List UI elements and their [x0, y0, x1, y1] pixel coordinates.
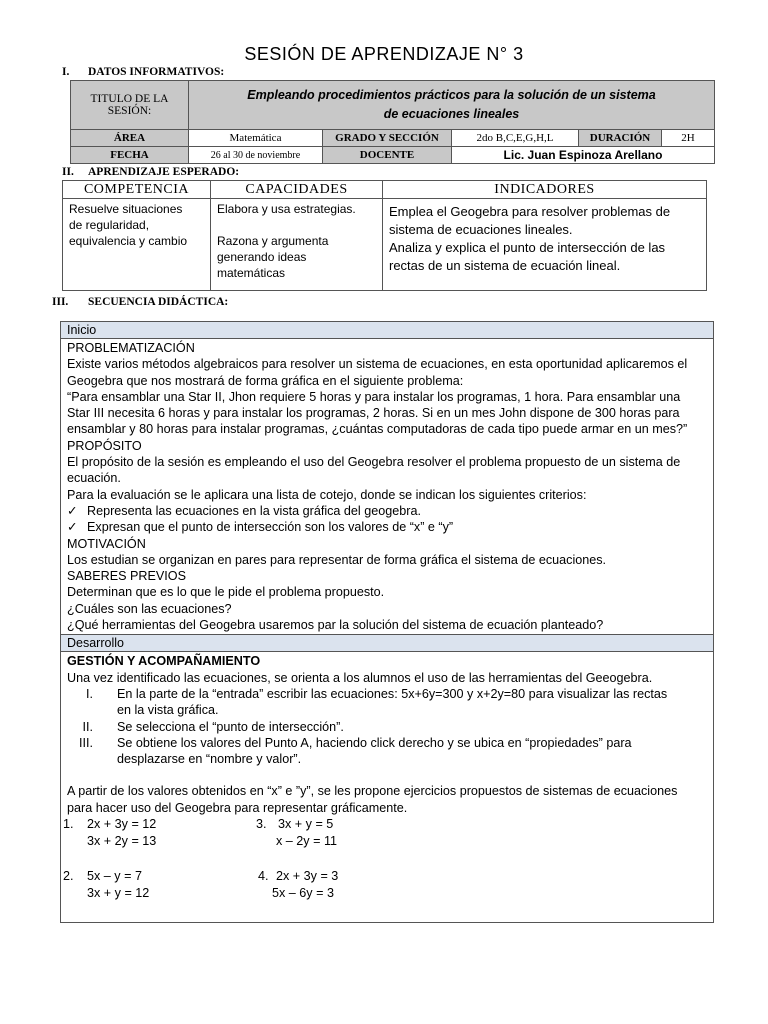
gestion-intro: Una vez identificado las ecuaciones, se orienta a los alumnos el uso de las herramientas del Geeogebra.	[67, 670, 653, 685]
problematizacion-line: “Para ensamblar una Star II, Jhon requiere 5 horas y para instalar los programas, 1 hora. Para ensamblar una	[67, 389, 681, 404]
section-2-number: II.	[62, 166, 74, 178]
titulo-line-1: Empleando procedimientos prácticos para la solución de un sistema	[247, 88, 656, 102]
ejercicio-number: 1.	[63, 817, 74, 832]
indicador-line-4: rectas de un sistema de ecuación lineal.	[389, 258, 621, 273]
ejercicio-eq: 3x + y = 5	[278, 817, 334, 832]
indicadores-cell	[383, 199, 707, 291]
desarrollo-bar: Desarrollo	[61, 634, 713, 652]
step-number: III.	[79, 735, 93, 750]
section-1-number: I.	[62, 66, 70, 78]
area-value: Matemática	[189, 130, 323, 147]
proposito-line: Para la evaluación se le aplicara una lista de cotejo, donde se indican los siguientes criterios:	[67, 487, 587, 502]
header-capacidades: CAPACIDADES	[211, 181, 383, 199]
proposito-line: ecuación.	[67, 471, 121, 486]
capacidad-1: Elabora y usa estrategias.	[217, 202, 356, 216]
saberes-line: Determinan que es lo que le pide el problema propuesto.	[67, 585, 385, 600]
criterio-text: Representa las ecuaciones en la vista gráfica del geogebra.	[87, 503, 421, 518]
saberes-line: ¿Cuáles son las ecuaciones?	[67, 601, 232, 616]
secuencia-box	[60, 321, 714, 923]
ejercicio-eq: x – 2y = 11	[276, 834, 338, 849]
page-title: SESIÓN DE APRENDIZAJE N° 3	[244, 44, 524, 64]
capacidad-2-line-2: generando ideas	[217, 250, 307, 264]
inicio-bar: Inicio	[61, 322, 713, 339]
step-number: I.	[86, 686, 93, 701]
area-label: ÁREA	[71, 130, 189, 147]
competencia-cell	[63, 199, 211, 291]
inicio-content	[61, 339, 713, 633]
indicador-line-1: Emplea el Geogebra para resolver problemas de	[389, 204, 671, 219]
step-item	[67, 686, 707, 719]
capacidades-cell	[211, 199, 383, 291]
problematizacion-line: ensamblar y 80 horas para instalar programas, ¿cuántas computadoras de cada tipo puede armar en un mes?”	[67, 422, 688, 437]
motivacion-heading: MOTIVACIÓN	[67, 536, 146, 551]
saberes-heading: SABERES PREVIOS	[67, 569, 186, 584]
proposito-heading: PROPÓSITO	[67, 438, 142, 453]
fecha-label: FECHA	[71, 147, 189, 164]
titulo-label: TITULO DE LA SESIÓN:	[71, 81, 189, 130]
checkmark-icon: ✓	[67, 520, 78, 535]
criterio-item	[67, 519, 707, 535]
grado-label: GRADO Y SECCIÓN	[323, 130, 452, 147]
problematizacion-heading: PROBLEMATIZACIÓN	[67, 341, 195, 355]
step-item	[67, 719, 707, 735]
section-1-label: DATOS INFORMATIVOS:	[88, 66, 225, 78]
competencia-line-1: Resuelve situaciones	[69, 202, 183, 216]
ejercicio-eq: 2x + 3y = 12	[87, 817, 157, 832]
section-2-label: APRENDIZAJE ESPERADO:	[88, 166, 240, 178]
propone-line: A partir de los valores obtenidos en “x” e ”y”, se les propone ejercicios propuestos de sistemas de ecuaciones	[67, 784, 678, 799]
fecha-value: 26 al 30 de noviembre	[189, 147, 323, 164]
gestion-heading: GESTIÓN Y ACOMPAÑAMIENTO	[67, 654, 261, 669]
capacidad-2-line-3: matemáticas	[217, 266, 286, 280]
competencia-line-2: de regularidad,	[69, 218, 150, 232]
aprendizaje-table	[62, 180, 707, 291]
info-table	[70, 80, 715, 164]
titulo-line-2: de ecuaciones lineales	[383, 107, 520, 121]
step-line: Se obtiene los valores del Punto A, haciendo click derecho y se ubica en “propiedades” para	[117, 735, 632, 750]
desarrollo-content	[61, 652, 713, 904]
duracion-label: DURACIÓN	[579, 130, 662, 147]
problematizacion-line: Geogebra que nos mostrará de forma gráfica en el siguiente problema:	[67, 373, 464, 388]
step-line: En la parte de la “entrada” escribir las ecuaciones: 5x+6y=300 y x+2y=80 para visualizar las rectas	[117, 686, 668, 701]
ejercicios-grid	[61, 816, 707, 904]
criterio-item	[67, 503, 707, 519]
ejercicio-eq: 3x + 2y = 13	[87, 834, 157, 849]
ejercicio-number: 3.	[256, 817, 267, 832]
problematizacion-line: Star III necesita 6 horas y para instalar los programas, 2 horas. Si en un mes John dispone de 300 horas para	[67, 406, 680, 421]
grado-value: 2do B,C,E,G,H,L	[452, 130, 579, 147]
indicador-line-2: sistema de ecuaciones lineales.	[389, 222, 573, 237]
header-indicadores: INDICADORES	[383, 181, 707, 199]
problematizacion-line: Existe varios métodos algebraicos para resolver un sistema de ecuaciones, en esta oportunidad aplicaremos el	[67, 357, 688, 372]
ejercicio-number: 2.	[63, 869, 74, 884]
capacidad-2-line-1: Razona y argumenta	[217, 234, 329, 248]
step-line: en la vista gráfica.	[117, 703, 219, 718]
docente-label: DOCENTE	[323, 147, 452, 164]
step-line: desplazarse en “nombre y valor”.	[117, 752, 302, 767]
ejercicio-eq: 3x + y = 12	[87, 886, 150, 901]
ejercicio-eq: 5x – y = 7	[87, 869, 142, 884]
propone-line: para hacer uso del Geogebra para representar gráficamente.	[67, 800, 408, 815]
titulo-value	[189, 81, 715, 130]
checkmark-icon: ✓	[67, 503, 78, 518]
section-3-number: III.	[52, 296, 69, 308]
header-competencia: COMPETENCIA	[63, 181, 211, 199]
saberes-line: ¿Qué herramientas del Geogebra usaremos par la solución del sistema de ecuación planteado?	[67, 618, 604, 633]
section-3-label: SECUENCIA DIDÁCTICA:	[88, 296, 229, 308]
motivacion-line: Los estudian se organizan en pares para representar de forma gráfica el sistema de ecuaciones.	[67, 552, 607, 567]
ejercicio-eq: 5x – 6y = 3	[272, 886, 334, 901]
step-number: II.	[82, 719, 93, 734]
step-item	[67, 735, 707, 768]
ejercicio-eq: 2x + 3y = 3	[276, 869, 339, 884]
duracion-value: 2H	[662, 130, 715, 147]
competencia-line-3: equivalencia y cambio	[69, 234, 188, 248]
ejercicio-number: 4.	[258, 869, 269, 884]
indicador-line-3: Analiza y explica el punto de intersección de las	[389, 240, 666, 255]
docente-value: Lic. Juan Espinoza Arellano	[452, 147, 715, 164]
proposito-line: El propósito de la sesión es empleando el uso del Geogebra resolver el problema propuesto de un sistema de	[67, 455, 681, 470]
criterio-text: Expresan que el punto de intersección son los valores de “x” e “y”	[87, 520, 454, 535]
step-line: Se selecciona el “punto de intersección”.	[117, 719, 344, 734]
